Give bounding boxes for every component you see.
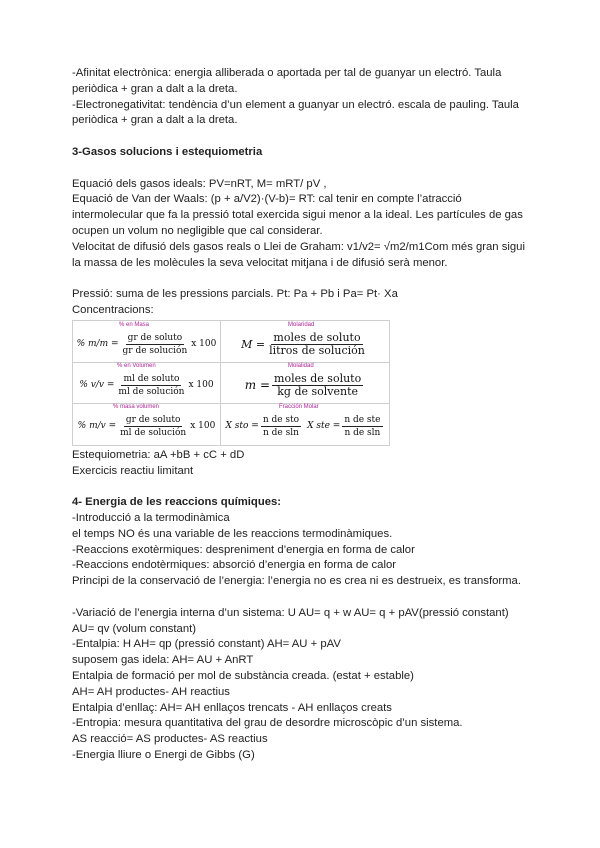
denominator: n de sln bbox=[344, 427, 381, 438]
formula-lhs: X ste = bbox=[307, 421, 341, 432]
fraction bbox=[121, 332, 190, 357]
paragraph-line: suposem gas idela: AH= AU + AnRT bbox=[72, 654, 254, 667]
denominator: kg de solvente bbox=[277, 384, 359, 398]
formula-lhs: % v/v = bbox=[79, 380, 115, 391]
label-mass-percent: % en Masa bbox=[119, 321, 150, 328]
numerator: gr de soluto bbox=[125, 414, 181, 425]
label-mole-fraction: Fracción Molar bbox=[279, 403, 319, 410]
paragraph-line: AH= AH productes- AH reactius bbox=[72, 685, 230, 698]
paragraph-electron-affinity: -Afinitat electrònica: energia alliberada o aportada per tal de guanyar un electró. Taula periòdica + gran a dalt a la dreta. bbox=[72, 67, 502, 95]
paragraph-line: Principi de la conservació de l’energia: l’energia no es crea ni es destrueix, es transforma. bbox=[72, 575, 521, 588]
formula-mass-volume-percent bbox=[73, 409, 220, 444]
fraction bbox=[118, 414, 188, 439]
paragraph-line: -Reaccions endotèrmiques: absorció d’energia en forma de calor bbox=[72, 559, 397, 572]
formula-mass-percent bbox=[73, 327, 220, 362]
label-molality: Molalidad bbox=[288, 362, 314, 369]
paragraph-line: -Energia lliure o Energi de Gibbs (G) bbox=[72, 748, 255, 761]
numerator: gr de soluto bbox=[127, 332, 183, 343]
formula-molality bbox=[221, 368, 389, 403]
numerator: moles de soluto bbox=[273, 330, 361, 344]
numerator: n de sto bbox=[262, 414, 300, 425]
document-page bbox=[72, 66, 532, 764]
fraction bbox=[267, 332, 367, 357]
paragraph-line: AU= qv (volum constant) bbox=[72, 622, 197, 635]
paragraph-limiting-reagent: Exercicis reactiu limitant bbox=[72, 464, 194, 477]
paragraph-line: el temps NO és una variable de les reaccions termodinàmiques. bbox=[72, 527, 393, 540]
section-heading-gases: 3-Gasos solucions i estequiometria bbox=[72, 145, 263, 158]
paragraph-pressure: Pressió: suma de les pressions parcials. Pt: Pa + Pb i Pa= Pt· Xa bbox=[72, 288, 398, 301]
paragraph-line: Entalpia de formació per mol de substància creada. (estat + estable) bbox=[72, 669, 414, 682]
formula-lhs: % m/m = bbox=[76, 339, 119, 350]
paragraph-line: Entalpia d’enllaç: AH= AH enllaços trencats - AH enllaços creats bbox=[72, 701, 392, 714]
denominator: litros de solución bbox=[269, 343, 365, 357]
label-molarity: Molaridad bbox=[288, 321, 315, 328]
paragraph-ideal-gas: Equació dels gasos ideals: PV=nRT, M= mRT/ pV , bbox=[72, 177, 327, 190]
formula-tail: x 100 bbox=[190, 421, 216, 432]
numerator: n de ste bbox=[344, 414, 381, 425]
fraction bbox=[272, 373, 363, 398]
section-heading-energy: 4- Energia de les reaccions químiques: bbox=[72, 496, 282, 509]
formula-molarity bbox=[221, 327, 389, 362]
denominator: n de sln bbox=[263, 427, 299, 438]
paragraph-line: -Entropia: mesura quantitativa del grau de desordre microscòpic d’un sistema. bbox=[72, 717, 463, 730]
formula-volume-percent bbox=[73, 368, 220, 403]
formula-lhs: M = bbox=[241, 337, 266, 351]
paragraph-line: -Variació de l’energia interna d’un sistema: U AU= q + w AU= q + pAV(pressió constant) bbox=[72, 606, 509, 619]
paragraph-van-der-waals: Equació de Van der Waals: (p + a/V2)·(V-b)= RT: cal tenir en compte l’atracció intermolecular que fa la pressió total exercida sigui menor a la ideal. Les partícules de gas ocupen un volum no negligible que cal considerar. bbox=[72, 193, 523, 237]
formula-lhs: % m/v = bbox=[77, 421, 117, 432]
formula-lhs: m = bbox=[244, 378, 271, 393]
denominator: ml de solución bbox=[118, 386, 185, 397]
paragraph-stoichiometry: Estequiometria: aA +bB + cC + dD bbox=[72, 448, 245, 461]
paragraph-line: AS reacció= AS productes- AS reactius bbox=[72, 733, 268, 746]
denominator: gr de solución bbox=[122, 345, 188, 356]
fraction bbox=[261, 414, 301, 439]
paragraph-electronegativity: -Electronegativitat: tendència d’un element a guanyar un electró. escala de pauling. Taula periòdica + gran a dalt a la dreta. bbox=[72, 98, 519, 127]
formula-mole-fraction bbox=[221, 409, 389, 444]
paragraph-line: -Introducció a la termodinàmica bbox=[72, 511, 230, 524]
paragraph-line: -Reaccions exotèrmiques: despreniment d’energia en forma de calor bbox=[72, 543, 415, 556]
formula-tail: x 100 bbox=[191, 339, 217, 350]
paragraph-concentrations: Concentracions: bbox=[72, 303, 154, 316]
numerator: moles de soluto bbox=[274, 371, 362, 385]
paragraph-line: -Entalpia: H AH= qp (pressió constant) AH= AU + pAV bbox=[72, 638, 341, 651]
fraction bbox=[116, 373, 186, 398]
fraction bbox=[342, 414, 382, 439]
label-volume-percent: % en Volumen bbox=[117, 362, 156, 369]
concentration-formulas-table bbox=[72, 320, 390, 446]
label-mass-volume-percent: % masa volumen bbox=[113, 403, 160, 410]
formula-lhs: X sto = bbox=[225, 421, 259, 432]
formula-tail: x 100 bbox=[188, 380, 214, 391]
numerator: ml de soluto bbox=[123, 373, 180, 384]
denominator: ml de solución bbox=[120, 427, 187, 438]
paragraph-graham: Velocitat de difusió dels gasos reals o Llei de Graham: v1/v2= √m2/m1Com més gran sigui la massa de les molècules la seva velocitat mitjana i de difusió serà menor. bbox=[72, 240, 525, 269]
